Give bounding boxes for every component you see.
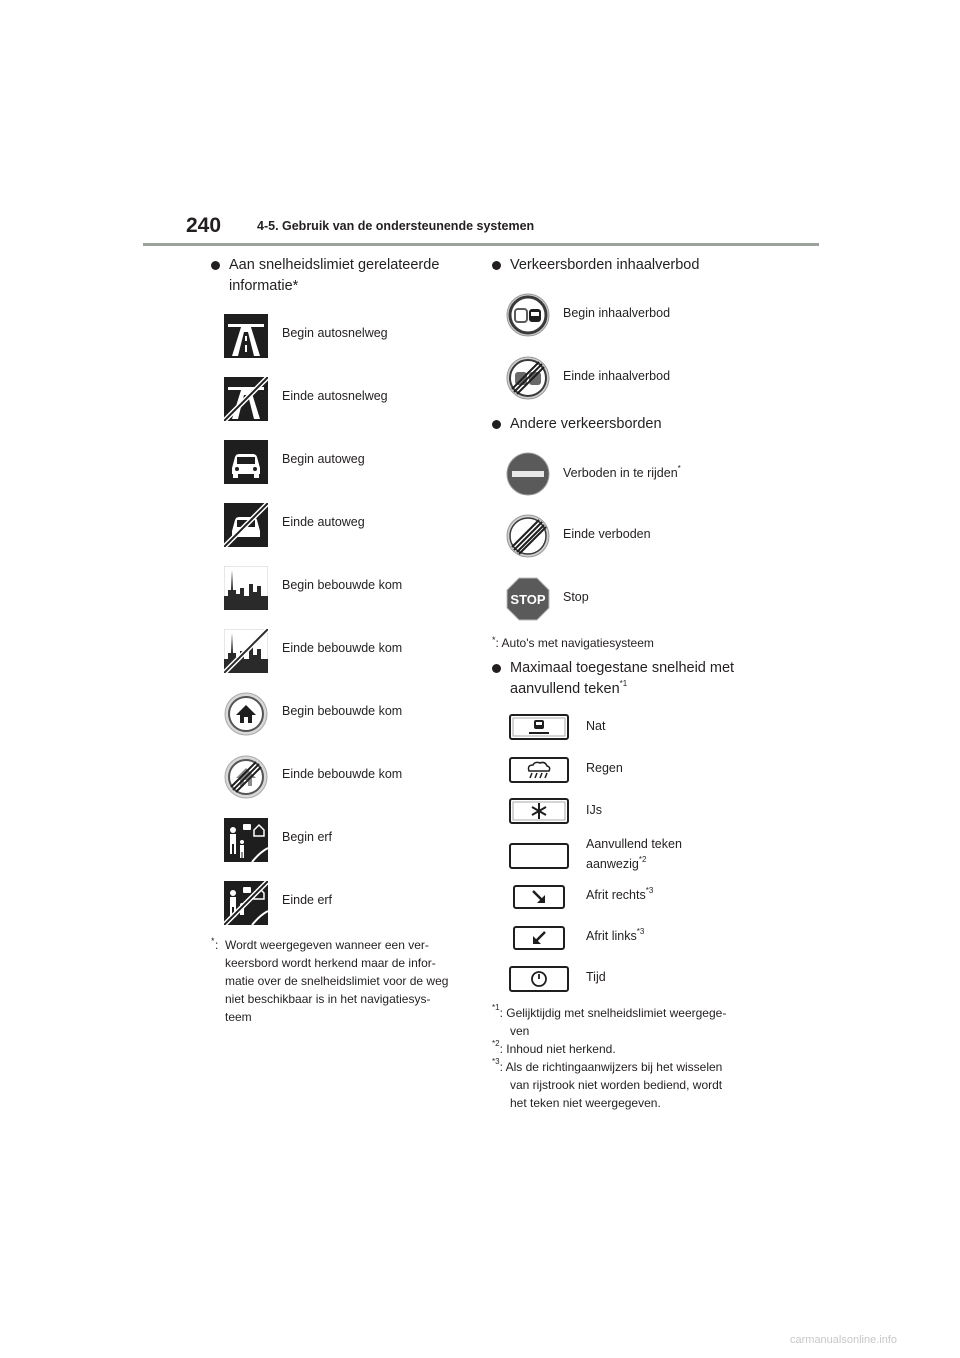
built-up-area-end-icon xyxy=(224,629,268,673)
header-divider xyxy=(143,243,819,246)
sign-label xyxy=(563,463,681,480)
footnote-marker: * xyxy=(211,936,215,946)
motorway-end-icon xyxy=(224,377,268,421)
sign-label: Einde autoweg xyxy=(282,515,365,529)
footnote-marker: *2 xyxy=(492,1039,500,1048)
bullet-dot xyxy=(492,261,501,270)
footnote-ref: *1 xyxy=(619,679,628,689)
sign-label: Begin bebouwde kom xyxy=(282,704,403,718)
footnote-marker: *1 xyxy=(492,1003,500,1012)
footnote-2 xyxy=(492,1040,616,1058)
heading-line-1: Maximaal toegestane snelheid met xyxy=(510,660,735,676)
time-plate-icon xyxy=(509,966,569,992)
heading-line-2: aanvullend teken$^{*1}$ xyxy=(510,679,628,697)
sign-label: Begin bebouwde kom xyxy=(282,578,403,592)
footnote-sep: : xyxy=(215,938,219,952)
footnote-text: : Inhoud niet herkend. xyxy=(499,1042,616,1056)
plate-label-line-1: Aanvullend teken xyxy=(586,837,682,851)
plate-label xyxy=(586,926,645,943)
sign-label: Begin inhaalverbod xyxy=(563,306,671,320)
sign-label: Einde bebouwde kom xyxy=(282,641,403,655)
footnote-ref: *3 xyxy=(636,926,645,936)
plate-label: Tijd xyxy=(586,970,606,984)
sign-label: Begin autosnelweg xyxy=(282,326,388,340)
plate-label: Nat xyxy=(586,719,606,733)
ice-plate-icon xyxy=(509,798,569,824)
footnote-marker: *3 xyxy=(492,1057,500,1066)
heading-text: Verkeersborden inhaalverbod xyxy=(510,257,700,273)
expressway-begin-icon xyxy=(224,440,268,484)
bullet-dot xyxy=(211,261,220,270)
sign-label: Begin erf xyxy=(282,830,333,844)
footnote-ref: *2 xyxy=(638,854,647,864)
plate-label: Regen xyxy=(586,761,623,775)
plate-label-line-2: aanwezig$^{*2}$ xyxy=(586,854,647,871)
nav-note xyxy=(492,634,654,653)
section-title: 4-5. Gebruik van de ondersteunende systemen xyxy=(257,219,535,233)
bullet-dot xyxy=(492,664,501,673)
heading-text: Andere verkeersborden xyxy=(510,416,662,432)
speed-info-heading xyxy=(211,255,471,299)
footnote-line: matie over de snelheidslimiet voor de weg xyxy=(225,974,449,988)
rain-plate-icon xyxy=(509,757,569,783)
plate-label-text: Afrit links xyxy=(586,929,637,943)
no-overtaking-begin-icon xyxy=(506,293,550,337)
footnote-line: Wordt weergegeven wanneer een ver- xyxy=(225,938,429,952)
footnote-3 xyxy=(492,1058,722,1076)
footnote-ref: *3 xyxy=(645,885,654,895)
home-zone-end-icon xyxy=(224,881,268,925)
page-number: 240 xyxy=(186,214,222,237)
footnote-text: : Gelijktijdig met snelheidslimiet weergege- xyxy=(499,1006,727,1020)
plate-label: IJs xyxy=(586,803,602,817)
footnote-1-cont: ven xyxy=(510,1024,530,1038)
footnote-ref: * xyxy=(677,463,681,473)
end-of-restrictions-icon xyxy=(506,514,550,558)
wet-road-plate-icon xyxy=(509,714,569,740)
other-signs-heading xyxy=(492,414,792,436)
motorway-begin-icon xyxy=(224,314,268,358)
sign-label: Einde autosnelweg xyxy=(282,389,388,403)
sign-label-text: Verboden in te rijden xyxy=(563,466,678,480)
blank-plate-icon xyxy=(509,843,569,869)
nav-note-text: : Auto's met navigatiesysteem xyxy=(495,636,654,650)
no-overtaking-end-icon xyxy=(506,356,550,400)
footnote-line: teem xyxy=(225,1010,252,1024)
plate-label xyxy=(586,885,654,902)
residential-zone-end-icon xyxy=(224,755,268,799)
speed-plates-heading xyxy=(492,658,792,702)
footnote-marker: * xyxy=(492,635,496,645)
footnote-3-cont: het teken niet weergegeven. xyxy=(510,1096,661,1110)
heading-line-2: informatie* xyxy=(229,278,299,294)
home-zone-begin-icon xyxy=(224,818,268,862)
stop-sign-text: STOP xyxy=(510,592,546,607)
sign-label: Einde inhaalverbod xyxy=(563,369,671,383)
heading-line-1: Aan snelheidslimiet gerelateerde xyxy=(229,257,440,273)
plate-label xyxy=(586,834,682,874)
watermark: carmanualsonline.info xyxy=(790,1334,898,1346)
plate-label-text: Afrit rechts xyxy=(586,888,646,902)
built-up-area-begin-icon xyxy=(224,566,268,610)
expressway-end-icon xyxy=(224,503,268,547)
no-entry-icon xyxy=(506,452,550,496)
sign-label: Einde verboden xyxy=(563,527,651,541)
overtaking-heading xyxy=(492,255,792,277)
exit-left-plate-icon xyxy=(513,925,565,951)
stop-sign-icon xyxy=(506,577,550,621)
footnote-line: keersbord wordt herkend maar de infor- xyxy=(225,956,436,970)
footnote-line: niet beschikbaar is in het navigatiesys- xyxy=(225,992,431,1006)
residential-zone-begin-icon xyxy=(224,692,268,736)
footnote-1 xyxy=(492,1004,726,1022)
exit-right-plate-icon xyxy=(513,884,565,910)
sign-label: Begin autoweg xyxy=(282,452,365,466)
sign-label: Einde erf xyxy=(282,893,333,907)
sign-label: Stop xyxy=(563,590,589,604)
sign-label: Einde bebouwde kom xyxy=(282,767,403,781)
footnote-3-cont: van rijstrook niet worden bediend, wordt xyxy=(510,1078,723,1092)
footnote-text: : Als de richtingaanwijzers bij het wisselen xyxy=(499,1060,723,1074)
bullet-dot xyxy=(492,420,501,429)
